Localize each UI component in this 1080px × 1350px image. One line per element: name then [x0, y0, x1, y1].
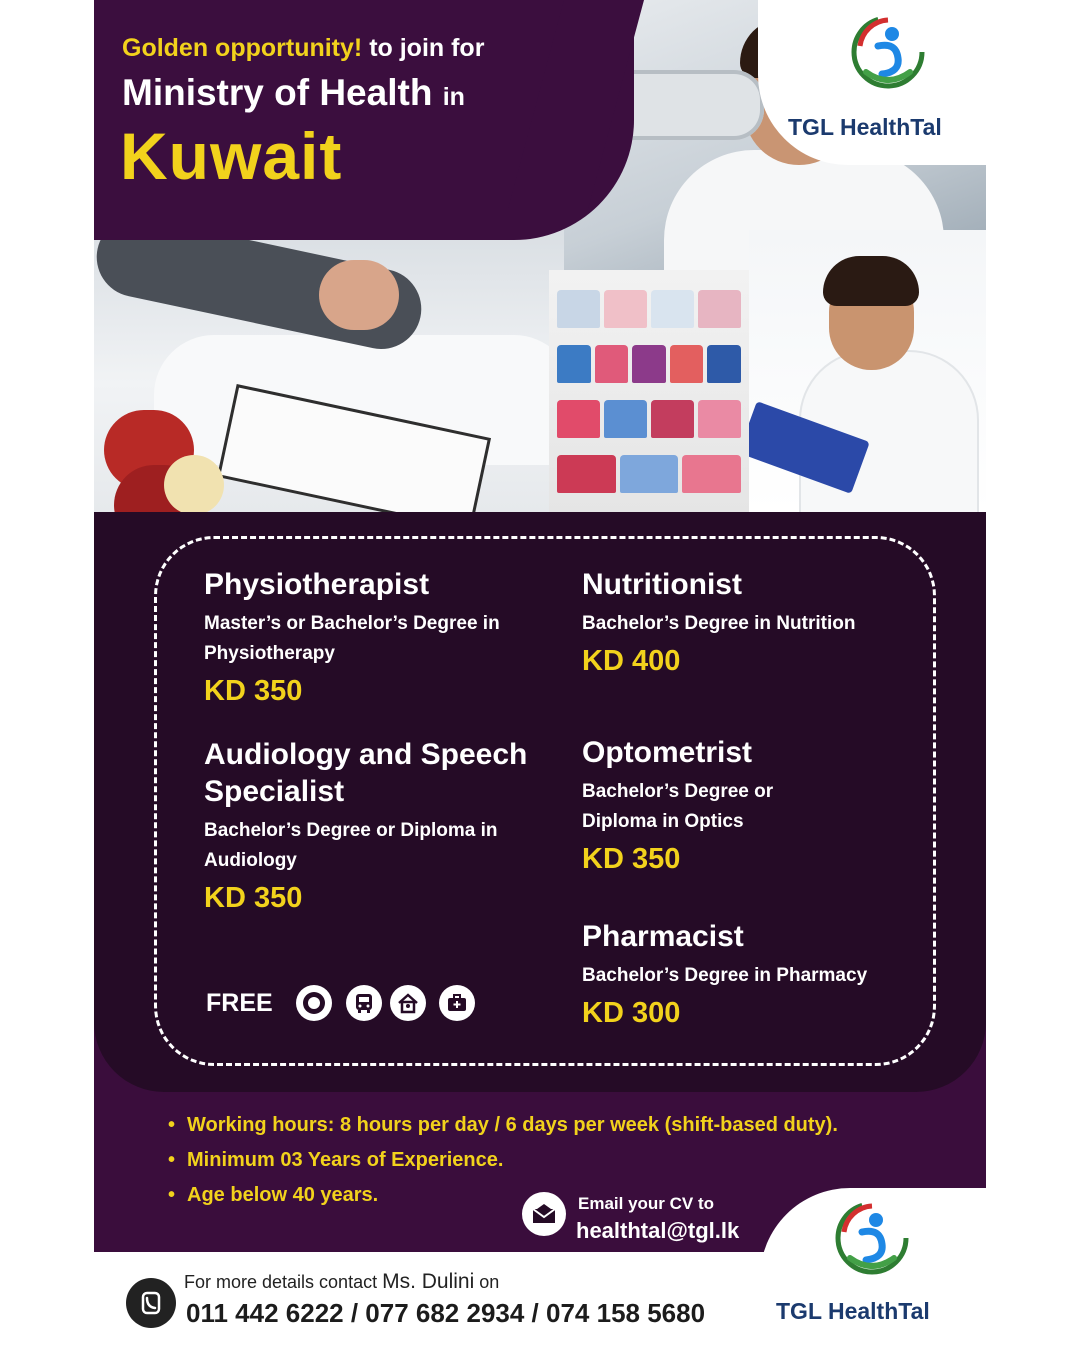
jobs-section: [94, 512, 986, 1092]
job-nutritionist: [582, 566, 902, 678]
job-salary: KD 400: [582, 645, 681, 677]
job-salary: KD 350: [582, 843, 681, 875]
condition-item: • Age below 40 years.: [168, 1178, 838, 1213]
headline-line2: [122, 72, 465, 114]
job-optometrist: [582, 734, 812, 876]
job-title: Pharmacist: [582, 920, 744, 953]
job-audiology: [204, 736, 544, 915]
food-icon: [296, 985, 332, 1021]
condition-item: • Working hours: 8 hours per day / 6 days per week (shift-based duty).: [168, 1108, 838, 1143]
conditions-list: [168, 1108, 838, 1213]
physiotherapy-photo: [94, 225, 564, 512]
contact-prefix: For more details contact: [184, 1272, 378, 1292]
headline-country: Kuwait: [120, 119, 343, 193]
brand-name-top: TGL HealthTal: [788, 114, 942, 140]
job-requirement: Bachelor’s Degree in Pharmacy: [582, 965, 868, 986]
job-salary: KD 350: [204, 882, 303, 914]
condition-item: • Minimum 03 Years of Experience.: [168, 1143, 838, 1178]
contact-name: Ms. Dulini: [382, 1270, 475, 1293]
contact-label: [184, 1270, 499, 1294]
brand-logo-top: [758, 0, 986, 165]
healthtal-logo-icon: [848, 12, 928, 92]
medical-kit-icon: [439, 985, 475, 1021]
poster: [94, 0, 986, 1252]
job-title: Optometrist: [582, 736, 753, 769]
job-requirement: Bachelor’s Degree or Diploma in Audiology: [204, 820, 498, 871]
phone-icon: [126, 1278, 176, 1328]
headline-highlight: Golden opportunity!: [122, 34, 363, 62]
job-title: Audiology and Speech Specialist: [204, 738, 528, 808]
email-address[interactable]: healthtal@tgl.lk: [576, 1218, 740, 1243]
headline-in: in: [442, 83, 465, 111]
bus-icon: [346, 985, 382, 1021]
contact-suffix: on: [479, 1272, 500, 1292]
email-label: Email your CV to: [578, 1194, 715, 1213]
healthtal-logo-icon: [832, 1198, 912, 1278]
email-icon: [522, 1192, 566, 1236]
job-requirement: Bachelor’s Degree or Diploma in Optics: [582, 781, 774, 832]
home-icon: [390, 985, 426, 1021]
job-salary: KD 350: [204, 675, 303, 707]
job-title: Nutritionist: [582, 568, 742, 601]
pharmacy-shelves-photo: [549, 270, 749, 512]
job-physiotherapist: [204, 566, 544, 708]
brand-name-bottom: TGL HealthTal: [776, 1298, 930, 1324]
job-pharmacist: [582, 918, 912, 1030]
job-requirement: Bachelor’s Degree in Nutrition: [582, 613, 856, 634]
brand-logo-bottom: [760, 1188, 986, 1350]
job-requirement: Master’s or Bachelor’s Degree in Physiotherapy: [204, 613, 500, 664]
job-salary: KD 300: [582, 997, 681, 1029]
hero-photo-collage: [94, 0, 986, 512]
headline-line1-rest: to join for: [369, 34, 485, 62]
headline-line1: [122, 34, 484, 63]
headline-ministry: Ministry of Health: [122, 72, 433, 113]
benefits-label: FREE: [206, 989, 273, 1017]
contact-phone-numbers[interactable]: 011 442 6222 / 077 682 2934 / 074 158 5680: [186, 1298, 706, 1328]
pharmacist-photo: [749, 230, 986, 512]
job-title: Physiotherapist: [204, 568, 430, 601]
